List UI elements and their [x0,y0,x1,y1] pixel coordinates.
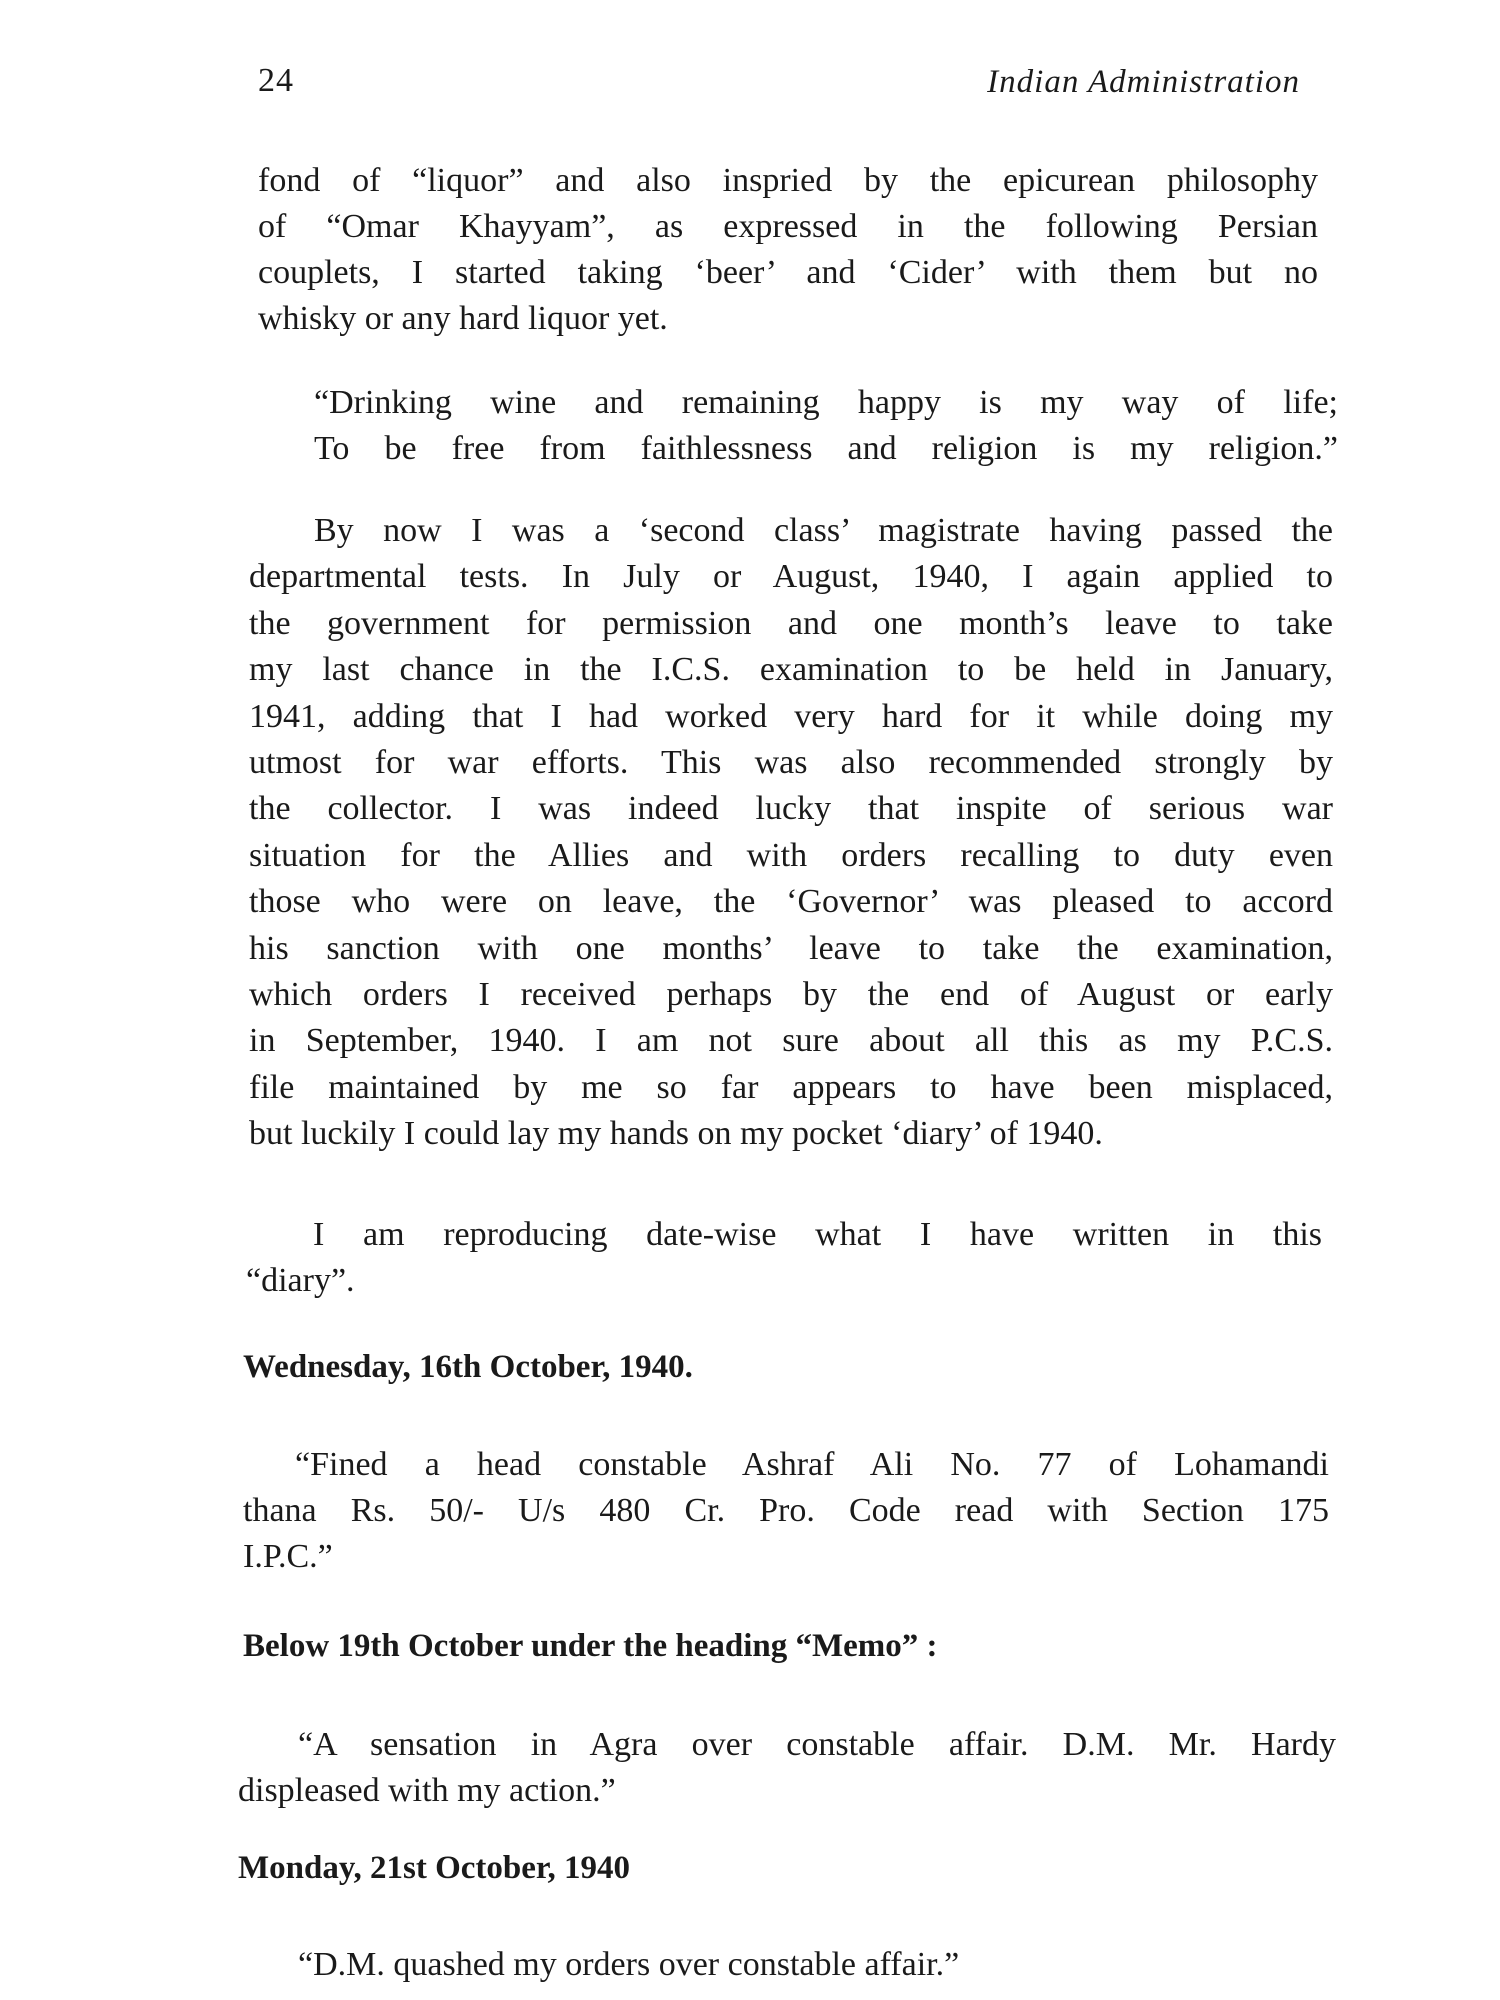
diary-entry-text [298,1942,1198,1988]
diary-entry-heading: Wednesday, 16th October, 1940. [243,1349,693,1385]
text-line: in September, 1940. I am not sure about all this as my P.C.S. [249,1022,1333,1060]
text-line: situation for the Allies and with orders recalling to duty even [249,836,1333,874]
text-line: “A sensation in Agra over constable affair. D.M. Mr. Hardy [298,1726,1336,1763]
running-title: Indian Administration [987,64,1300,100]
paragraph-1 [258,158,1318,342]
text-line: “Fined a head constable Ashraf Ali No. 77 of Lohamandi [295,1446,1329,1483]
diary-entry-heading: Monday, 21st October, 1940 [238,1850,631,1886]
text-line: 1941, adding that I had worked very hard for it while doing my [249,697,1333,735]
paragraph-3 [246,1212,1322,1304]
text-line: I.P.C.” [243,1538,333,1575]
text-line: displeased with my action.” [238,1772,616,1809]
diary-memo-heading: Below 19th October under the heading “Memo” : [243,1628,938,1664]
page-number: 24 [258,62,294,99]
text-line: but luckily I could lay my hands on my pocket ‘diary’ of 1940. [249,1115,1103,1153]
persian-couplet [314,380,1338,472]
text-line: fond of “liquor” and also inspried by the epicurean philosophy [258,162,1318,199]
text-line: my last chance in the I.C.S. examination to be held in January, [249,651,1333,689]
text-line: thana Rs. 50/- U/s 480 Cr. Pro. Code read with Section 175 [243,1492,1329,1529]
text-line: “D.M. quashed my orders over constable affair.” [298,1946,960,1983]
diary-entry-text [243,1442,1329,1580]
text-line: utmost for war efforts. This was also recommended strongly by [249,744,1333,782]
text-line: To be free from faithlessness and religion is my religion.” [314,430,1338,467]
text-line: “diary”. [246,1262,355,1299]
text-line: couplets, I started taking ‘beer’ and ‘Cider’ with them but no [258,254,1318,291]
text-line: his sanction with one months’ leave to take the examination, [249,929,1333,967]
text-line: the collector. I was indeed lucky that inspite of serious war [249,790,1333,828]
paragraph-2 [249,508,1333,1158]
text-line: I am reproducing date-wise what I have written in this [313,1216,1322,1253]
text-line: of “Omar Khayyam”, as expressed in the following Persian [258,208,1318,245]
text-line: departmental tests. In July or August, 1940, I again applied to [249,558,1333,596]
text-line: the government for permission and one month’s leave to take [249,604,1333,642]
text-line: which orders I received perhaps by the end of August or early [249,976,1333,1014]
text-line: “Drinking wine and remaining happy is my way of life; [314,384,1338,421]
text-line: By now I was a ‘second class’ magistrate having passed the [314,512,1333,549]
diary-memo-text [238,1722,1336,1814]
text-line: whisky or any hard liquor yet. [258,300,668,337]
text-line: file maintained by me so far appears to have been misplaced, [249,1068,1333,1106]
text-line: those who were on leave, the ‘Governor’ was pleased to accord [249,883,1333,921]
